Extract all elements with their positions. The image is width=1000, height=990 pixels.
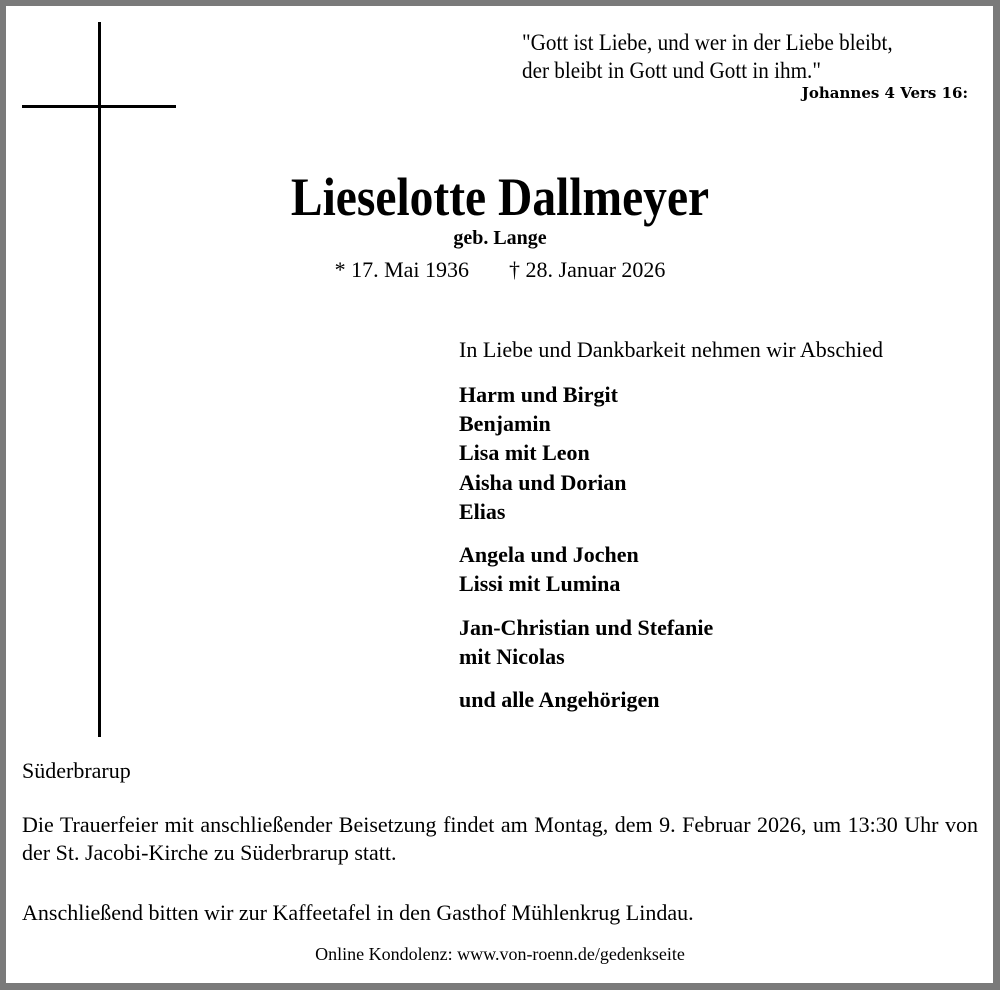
online-label: Online Kondolenz:	[315, 944, 453, 964]
farewell-text: In Liebe und Dankbarkeit nehmen wir Abschied	[459, 337, 883, 362]
online-condolence	[315, 945, 685, 963]
mourner: Lisa mit Leon	[459, 440, 590, 465]
mourner: mit Nicolas	[459, 644, 565, 669]
deceased-name: Lieselotte Dallmeyer	[290, 167, 710, 227]
mourner: Benjamin	[459, 411, 551, 436]
mourner: Lissi mit Lumina	[459, 571, 621, 596]
mourner: Elias	[459, 499, 506, 524]
place: Süderbrarup	[22, 758, 131, 783]
maiden-name: geb. Lange	[453, 227, 547, 249]
quote-line-2: der bleibt in Gott und Gott in ihm."	[522, 58, 821, 83]
birth-date: * 17. Mai 1936	[334, 257, 470, 282]
reception-text: Anschließend bitten wir zur Kaffeetafel in den Gasthof Mühlenkrug Lindau.	[22, 900, 694, 925]
online-url[interactable]: www.von-roenn.de/gedenkseite	[457, 944, 685, 964]
quote-line-1: "Gott ist Liebe, und wer in der Liebe bleibt,	[522, 30, 893, 55]
quote-reference: Johannes 4 Vers 16:	[801, 84, 968, 102]
cross-icon-vertical	[98, 22, 101, 737]
cross-icon-horizontal	[22, 105, 176, 108]
mourner: Jan-Christian und Stefanie	[459, 615, 714, 640]
mourner: Angela und Jochen	[459, 542, 639, 567]
mourner: Harm und Birgit	[459, 382, 618, 407]
service-text: Die Trauerfeier mit anschließender Beisetzung findet am Montag, dem 9. Februar 2026, um 13:30 Uhr von der St. Jacobi-Kirche zu Süderbrarup statt.	[22, 812, 978, 865]
mourner: Aisha und Dorian	[459, 470, 627, 495]
mourner: und alle Angehörigen	[459, 687, 660, 712]
death-date: † 28. Januar 2026	[509, 257, 666, 282]
life-dates	[335, 259, 666, 281]
